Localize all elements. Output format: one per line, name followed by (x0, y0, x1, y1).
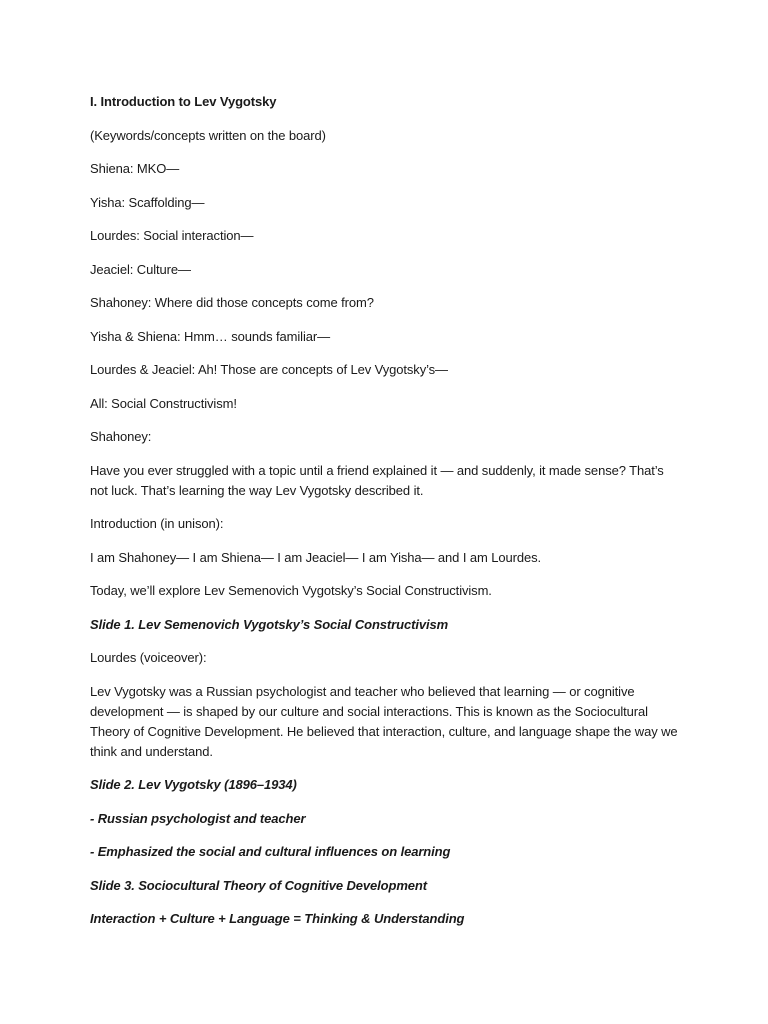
dialogue-line: Lourdes & Jeaciel: Ah! Those are concepts of Lev Vygotsky’s— (90, 362, 448, 377)
body-paragraph: Today, we’ll explore Lev Semenovich Vygotsky’s Social Constructivism. (90, 583, 492, 598)
dialogue-line: Yisha: Scaffolding— (90, 194, 205, 210)
dialogue-line: Jeaciel: Culture— (90, 261, 191, 277)
stage-direction: (Keywords/concepts written on the board) (90, 127, 326, 143)
slide-formula: Interaction + Culture + Language = Thinking & Understanding (90, 911, 465, 926)
dialogue-line: Shahoney: Where did those concepts come from? (90, 295, 374, 310)
body-paragraph: Lev Vygotsky was a Russian psychologist and teacher who believed that learning — or cognitive development — is shaped by our culture and social interactions. This is known as the Sociocultural Theory of Cognitive Development. He believed that interaction, culture, and language shape the way we think and understand. (90, 683, 678, 759)
dialogue-line: Yisha & Shiena: Hmm… sounds familiar— (90, 328, 331, 344)
body-paragraph: Have you ever struggled with a topic until a friend explained it — and suddenly, it made sense? That’s not luck. That’s learning the way Lev Vygotsky described it. (90, 462, 664, 498)
slide-bullet: - Emphasized the social and cultural influences on learning (90, 844, 451, 859)
speaker-label: Introduction (in unison): (90, 516, 224, 531)
slide-heading: Slide 1. Lev Semenovich Vygotsky’s Social Constructivism (90, 616, 449, 632)
speaker-label: Lourdes (voiceover): (90, 650, 207, 665)
dialogue-line: All: Social Constructivism! (90, 395, 237, 411)
slide-bullet: - Russian psychologist and teacher (90, 810, 306, 826)
dialogue-line: Lourdes: Social interaction— (90, 228, 254, 243)
slide-heading: Slide 3. Sociocultural Theory of Cognitive Development (90, 877, 427, 893)
slide-heading: Slide 2. Lev Vygotsky (1896–1934) (90, 777, 297, 792)
speaker-label: Shahoney: (90, 429, 152, 444)
document-page (90, 92, 680, 943)
dialogue-line: Shiena: MKO— (90, 161, 180, 176)
section-heading: I. Introduction to Lev Vygotsky (90, 94, 277, 109)
dialogue-line: I am Shahoney— I am Shiena— I am Jeaciel— I am Yisha— and I am Lourdes. (90, 549, 542, 565)
